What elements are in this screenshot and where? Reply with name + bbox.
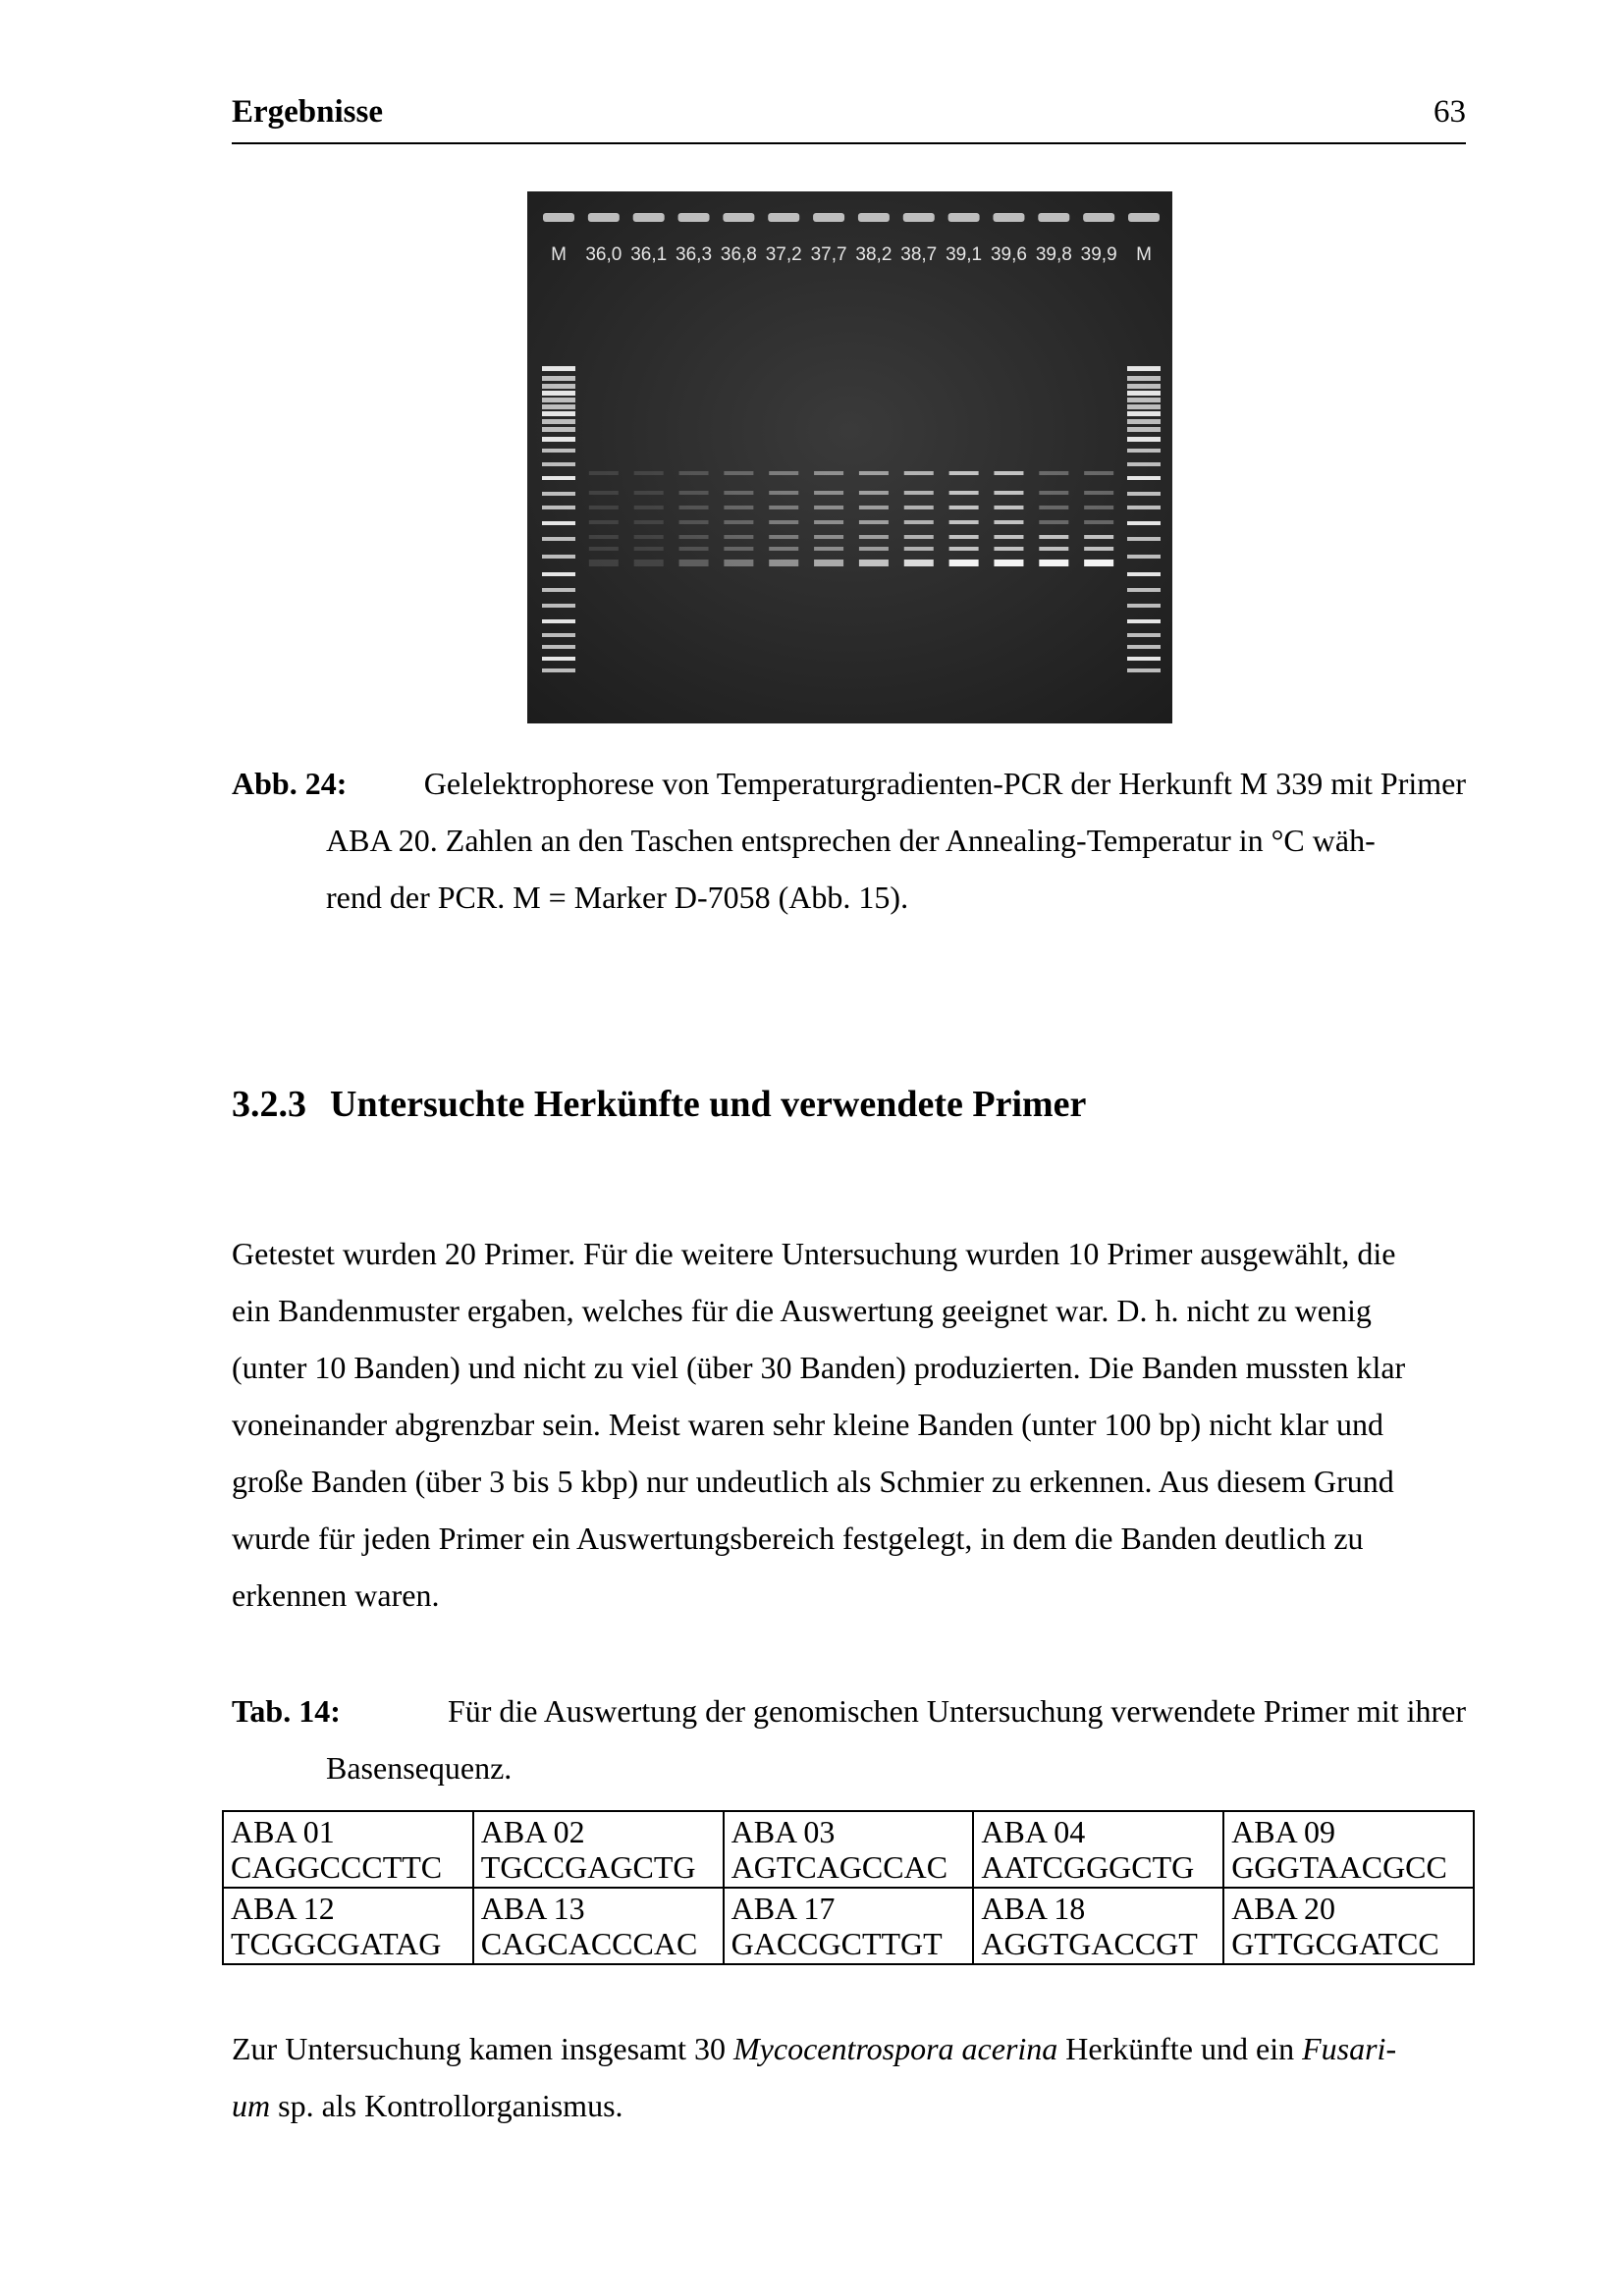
sample-band [634,547,664,551]
sample-band [859,520,889,524]
gel-well [543,213,574,222]
sample-band [814,471,843,475]
sample-band [589,506,619,509]
gel-well [768,213,799,222]
sample-band [634,471,664,475]
marker-band [542,604,575,608]
section-title: Untersuchte Herkünfte und verwendete Primer [330,1084,1087,1125]
sample-band [1039,560,1068,566]
marker-band [1127,555,1161,559]
marker-band [1127,668,1161,672]
lane-label: 39,9 [1080,244,1117,265]
lane-label: 36,8 [720,244,757,265]
sample-band [634,506,664,509]
gel-well [948,213,980,222]
sample-band [1039,535,1068,539]
sample-band [679,560,709,566]
primer-cell [724,1888,974,1964]
marker-band [542,537,575,541]
marker-band [542,645,575,649]
paragraph-line: voneinander abgrenzbar sein. Meist waren sehr kleine Banden (unter 100 bp) nicht klar und [232,1407,1383,1442]
lane-label: 38,2 [855,244,893,265]
final-text-run-2 [232,2077,623,2134]
sample-band [679,491,709,495]
marker-band [1127,376,1161,381]
marker-band [1127,437,1161,442]
running-header-title: Ergebnisse [232,94,384,130]
marker-band [542,419,575,424]
marker-band [542,668,575,672]
marker-band [1127,384,1161,389]
table-caption-line-2 [326,1739,1466,1796]
sample-band [679,506,709,509]
marker-band [1127,427,1161,432]
primer-name: ABA 18 [981,1891,1086,1926]
primer-name: ABA 02 [480,1814,585,1849]
figure-caption-line-3 [326,869,1466,926]
sample-band [904,506,934,509]
marker-band [1127,404,1161,409]
sample-band [814,491,843,495]
sample-band [994,560,1023,566]
sample-band [769,471,798,475]
gel-well [813,213,844,222]
sample-band [724,535,753,539]
sample-band [724,560,753,566]
sample-band [589,471,619,475]
sample-band [994,535,1023,539]
sample-band [949,506,979,509]
gel-well [993,213,1024,222]
lane-label: 36,3 [676,244,713,265]
primer-cell [473,1811,724,1888]
sample-band [634,520,664,524]
marker-band [1127,506,1161,509]
marker-band [542,506,575,509]
primer-cell [223,1888,473,1964]
sample-band [769,535,798,539]
sample-band [814,560,843,566]
sample-band [634,491,664,495]
marker-band [542,657,575,661]
marker-band [542,404,575,409]
marker-band [542,366,575,371]
final-text-part-2: Herkünfte und ein [1057,2031,1303,2066]
primer-name: ABA 20 [1231,1891,1335,1926]
sample-band [859,535,889,539]
sample-band [949,535,979,539]
sample-band [589,491,619,495]
gel-well [633,213,665,222]
paragraph-line: wurde für jeden Primer ein Auswertungsbereich festgelegt, in dem die Banden deutlich zu [232,1521,1364,1556]
final-paragraph-line-2 [232,2077,1466,2134]
primer-name: ABA 04 [981,1814,1086,1849]
marker-band [542,633,575,637]
primer-cell [724,1811,974,1888]
sample-band [1084,560,1113,566]
sample-band [1039,520,1068,524]
gel-well [903,213,935,222]
gel-well [1038,213,1069,222]
marker-band [1127,572,1161,576]
sample-band [814,547,843,551]
gel-well [858,213,890,222]
primer-name: ABA 03 [730,1814,836,1849]
primer-cell [1223,1888,1474,1964]
sample-band [1039,547,1068,551]
marker-band [1127,366,1161,371]
primer-name: ABA 12 [231,1891,335,1926]
marker-band [1127,657,1161,661]
sample-band [949,520,979,524]
figure-caption-text-3: rend der PCR. M = Marker D-7058 (Abb. 15). [326,880,909,915]
sample-band [904,520,934,524]
figure-caption-line-2 [326,812,1466,869]
primer-sequence: AGTCAGCCAC [730,1849,948,1885]
primer-sequence: AATCGGGCTG [981,1849,1195,1885]
sample-band [949,547,979,551]
sample-band [679,471,709,475]
marker-band [542,449,575,453]
table-caption-line-1 [232,1682,1466,1739]
page-number: 63 [1434,94,1466,130]
sample-band [904,471,934,475]
marker-band [1127,633,1161,637]
paragraph-line: ein Bandenmuster ergaben, welches für die Auswertung geeignet war. D. h. nicht zu wenig [232,1293,1372,1328]
lane-label: 36,1 [630,244,668,265]
sample-band [724,491,753,495]
final-text-run [232,2020,1396,2077]
sample-band [679,535,709,539]
sample-band [859,560,889,566]
primer-sequence: GGGTAACGCC [1231,1849,1447,1885]
marker-band [1127,462,1161,466]
paragraph-line: große Banden (über 3 bis 5 kbp) nur undeutlich als Schmier zu erkennen. Aus diesem Grund [232,1464,1394,1499]
marker-band [542,462,575,466]
section-heading [232,1083,1086,1126]
marker-band [1127,645,1161,649]
primer-name: ABA 01 [231,1814,335,1849]
sample-band [949,560,979,566]
sample-band [724,506,753,509]
table-row [223,1811,1474,1888]
sample-band [994,506,1023,509]
sample-band [859,547,889,551]
primer-sequence: GTTGCGATCC [1231,1926,1439,1961]
primer-table [222,1810,1475,1965]
lane-label: 37,2 [765,244,802,265]
gel-well [1128,213,1160,222]
final-paragraph-line-1 [232,2020,1466,2077]
lane-label: 37,7 [810,244,847,265]
final-text-part-3: sp. als Kontrollorganismus. [270,2088,623,2123]
sample-band [814,520,843,524]
figure-caption-label: Abb. 24: [232,766,348,801]
sample-band [1084,471,1113,475]
marker-band [1127,476,1161,480]
marker-band [1127,588,1161,592]
sample-band [724,471,753,475]
sample-band [1084,506,1113,509]
sample-band [769,506,798,509]
figure-caption-text-2: ABA 20. Zahlen an den Taschen entsprechen der Annealing-Temperatur in °C wäh- [326,823,1376,858]
sample-band [769,547,798,551]
species-name: Mycocentrospora acerina [733,2031,1058,2066]
sample-band [904,547,934,551]
marker-band [1127,398,1161,402]
sample-band [724,520,753,524]
marker-band [1127,604,1161,608]
final-text-part-1: Zur Untersuchung kamen insgesamt 30 [232,2031,733,2066]
primer-cell [473,1888,724,1964]
sample-band [859,491,889,495]
marker-band [1127,449,1161,453]
primer-cell [223,1811,473,1888]
primer-cell [1223,1811,1474,1888]
sample-band [679,547,709,551]
sample-band [1039,506,1068,509]
table-caption-text-2: Basensequenz. [326,1750,513,1786]
marker-band [1127,419,1161,424]
gel-well [588,213,620,222]
marker-band [542,619,575,623]
table-caption-text-1: Für die Auswertung der genomischen Untersuchung verwendete Primer mit ihrer [447,1693,1466,1729]
primer-sequence: TGCCGAGCTG [480,1849,696,1885]
sample-band [589,520,619,524]
sample-band [769,491,798,495]
marker-band [1127,521,1161,525]
sample-band [994,491,1023,495]
marker-band [1127,492,1161,496]
paragraph-line: (unter 10 Banden) und nicht zu viel (über 30 Banden) produzierten. Die Banden mussten klar [232,1350,1406,1385]
sample-band [589,535,619,539]
marker-band [542,376,575,381]
sample-band [859,506,889,509]
primer-sequence: CAGCACCCAC [480,1926,698,1961]
sample-band [904,560,934,566]
paragraph-line: Getestet wurden 20 Primer. Für die weitere Untersuchung wurden 10 Primer ausgewählt, die [232,1236,1396,1271]
sample-band [814,506,843,509]
sample-band [859,471,889,475]
sample-band [724,547,753,551]
sample-band [1084,491,1113,495]
sample-band [814,535,843,539]
genus-name-part-b: um [232,2088,271,2123]
sample-band [904,491,934,495]
figure-caption-line-1 [232,755,1466,812]
table-caption [232,1682,1466,1796]
marker-band [542,427,575,432]
final-paragraph [232,2020,1466,2134]
sample-band [679,520,709,524]
marker-band [542,588,575,592]
sample-band [904,535,934,539]
sample-band [994,471,1023,475]
section-number: 3.2.3 [232,1084,306,1125]
lane-label: 39,1 [946,244,983,265]
primer-cell [973,1811,1223,1888]
lane-label: M [551,244,567,265]
sample-band [994,520,1023,524]
sample-band [1039,471,1068,475]
body-paragraph [232,1225,1466,1624]
lane-label: 36,0 [585,244,622,265]
sample-band [769,560,798,566]
primer-cell [973,1888,1223,1964]
sample-band [589,547,619,551]
primer-sequence: AGGTGACCGT [981,1926,1198,1961]
paragraph-line: erkennen waren. [232,1577,440,1613]
sample-band [1084,520,1113,524]
marker-band [542,384,575,389]
primer-sequence: CAGGCCCTTC [231,1849,443,1885]
genus-name-part-a: Fusari- [1302,2031,1397,2066]
marker-band [542,555,575,559]
sample-band [634,560,664,566]
gel-well [678,213,710,222]
marker-band [1127,391,1161,396]
sample-band [1039,491,1068,495]
gel-background [527,191,1172,723]
sample-band [949,491,979,495]
primer-name: ABA 13 [480,1891,585,1926]
figure-caption [232,755,1466,926]
figure-caption-text-1: Gelelektrophorese von Temperaturgradienten-PCR der Herkunft M 339 mit Primer [423,766,1466,801]
sample-band [994,547,1023,551]
table-row [223,1888,1474,1964]
marker-band [1127,411,1161,416]
sample-band [1084,547,1113,551]
marker-band [542,572,575,576]
header-rule [232,142,1466,144]
sample-band [949,471,979,475]
marker-band [1127,537,1161,541]
marker-band [542,398,575,402]
gel-svg [527,191,1172,723]
sample-band [589,560,619,566]
lane-label: 39,6 [990,244,1027,265]
marker-band [542,437,575,442]
marker-band [542,391,575,396]
marker-band [1127,619,1161,623]
sample-band [769,520,798,524]
primer-name: ABA 17 [730,1891,836,1926]
lane-label: 39,8 [1035,244,1072,265]
primer-sequence: GACCGCTTGT [730,1926,943,1961]
marker-band [542,411,575,416]
sample-band [634,535,664,539]
lane-label: M [1136,244,1152,265]
table-caption-label: Tab. 14: [232,1693,341,1729]
gel-well [1083,213,1114,222]
marker-band [542,492,575,496]
gel-electrophoresis-image [527,191,1172,723]
primer-name: ABA 09 [1231,1814,1335,1849]
lane-label: 38,7 [900,244,938,265]
marker-band [542,476,575,480]
marker-band [542,521,575,525]
sample-band [1084,535,1113,539]
gel-well [723,213,754,222]
primer-sequence: TCGGCGATAG [231,1926,442,1961]
